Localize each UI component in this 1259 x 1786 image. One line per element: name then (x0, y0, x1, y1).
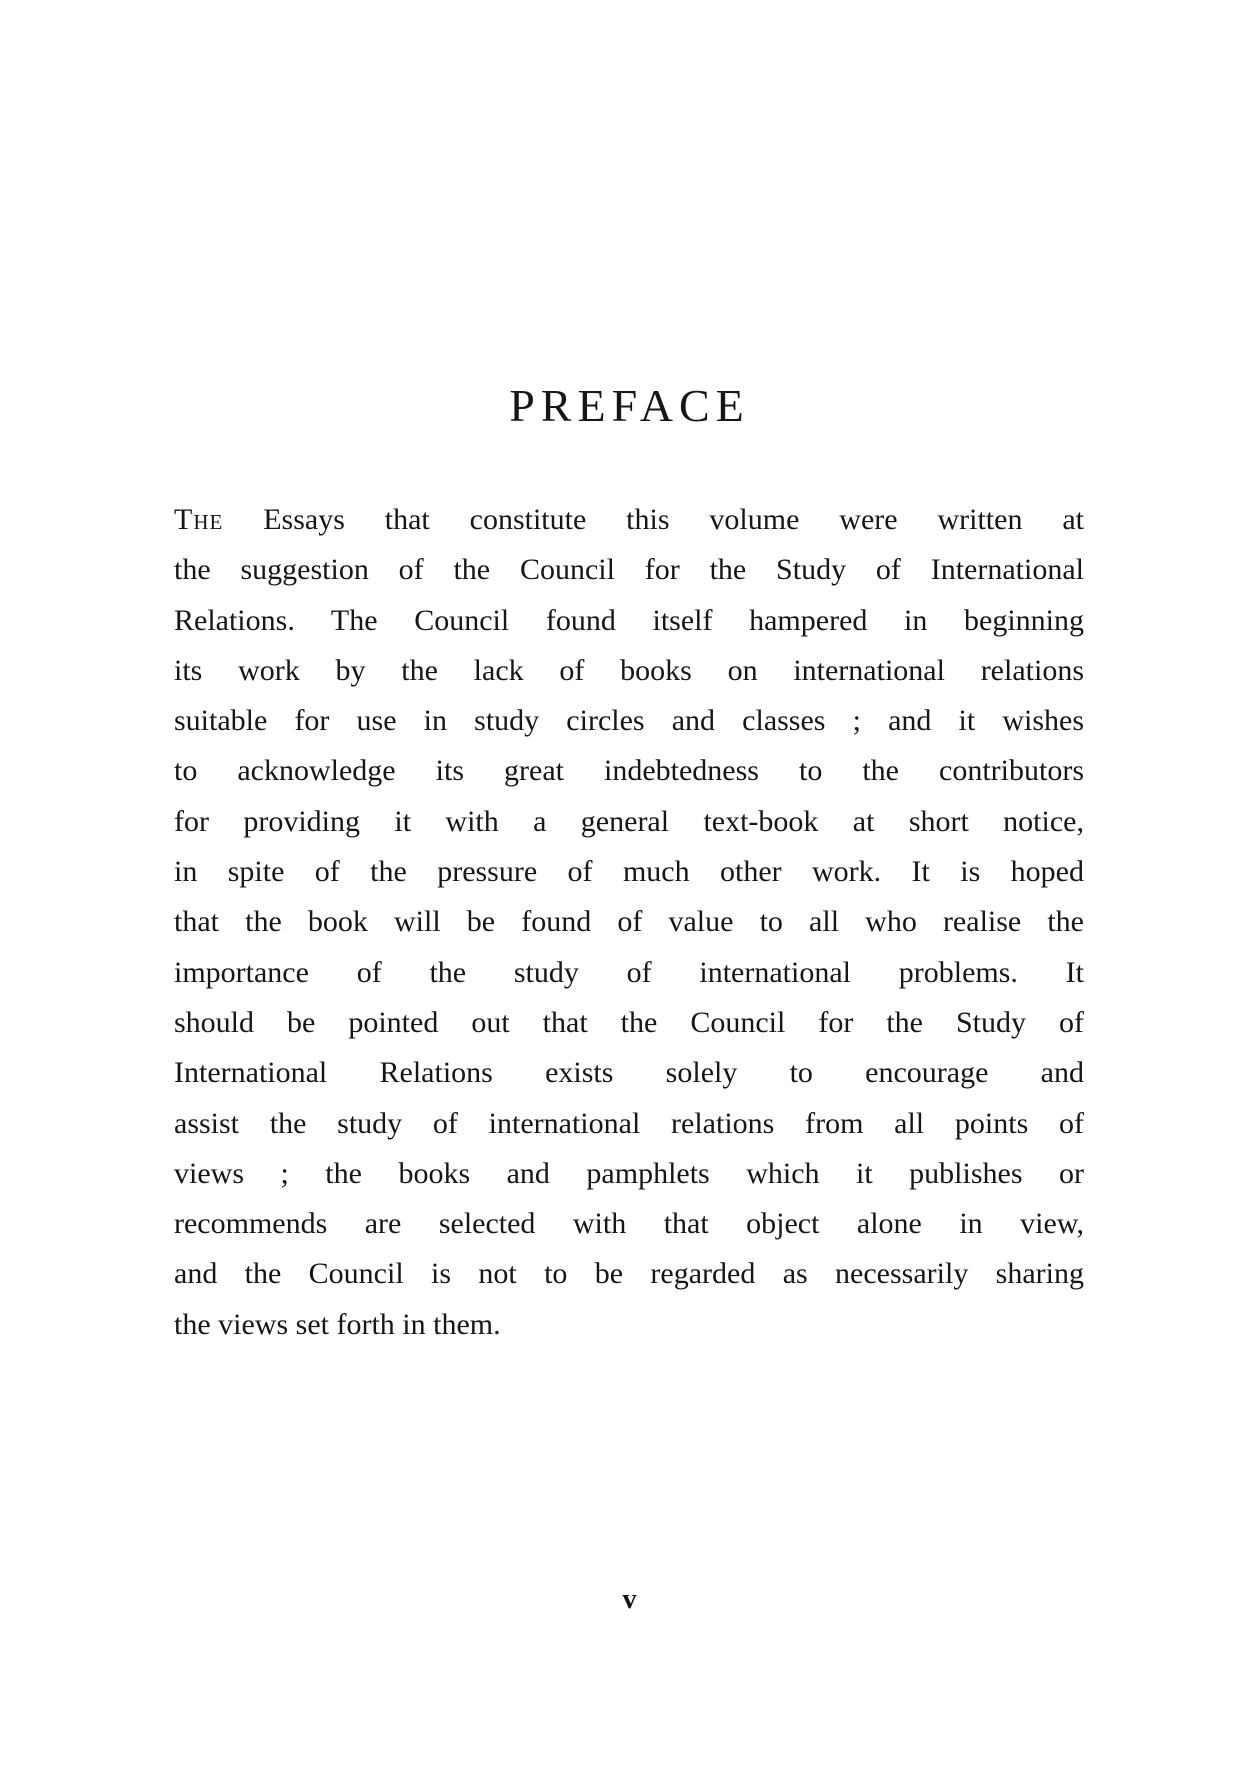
text-line: for providing it with a general text-book at short notice, (174, 804, 1084, 838)
page-title: PREFACE (509, 380, 750, 431)
text-line: suitable for use in study circles and classes ; and it wishes (174, 704, 1084, 738)
text-line: views ; the books and pamphlets which it publishes or (174, 1156, 1084, 1190)
text-line: should be pointed out that the Council for the Study of (174, 1005, 1084, 1039)
text-line: International Relations exists solely to encourage and (174, 1056, 1084, 1090)
text-line (174, 495, 1084, 545)
text-line-last: the views set forth in them. (174, 1307, 501, 1341)
text-line: importance of the study of international problems. It (174, 955, 1084, 989)
first-word-smallcaps: The (174, 503, 224, 536)
text-line: recommends are selected with that object alone in view, (174, 1207, 1084, 1241)
text-line: assist the study of international relations from all points of (174, 1106, 1084, 1140)
preface-body (174, 495, 1084, 1350)
text-line: to acknowledge its great indebtedness to the contributors (174, 754, 1084, 788)
text-line: Relations. The Council found itself hampered in beginning (174, 603, 1084, 637)
page-number: v (622, 1584, 637, 1615)
text-line: and the Council is not to be regarded as necessarily sharing (174, 1257, 1084, 1291)
text-line: its work by the lack of books on international relations (174, 653, 1084, 687)
text-line: in spite of the pressure of much other work. It is hoped (174, 855, 1084, 889)
text-line-rest: Essays that constitute this volume were written at (223, 503, 1084, 536)
text-line: that the book will be found of value to all who realise the (174, 905, 1084, 939)
text-line: the suggestion of the Council for the Study of International (174, 553, 1084, 587)
